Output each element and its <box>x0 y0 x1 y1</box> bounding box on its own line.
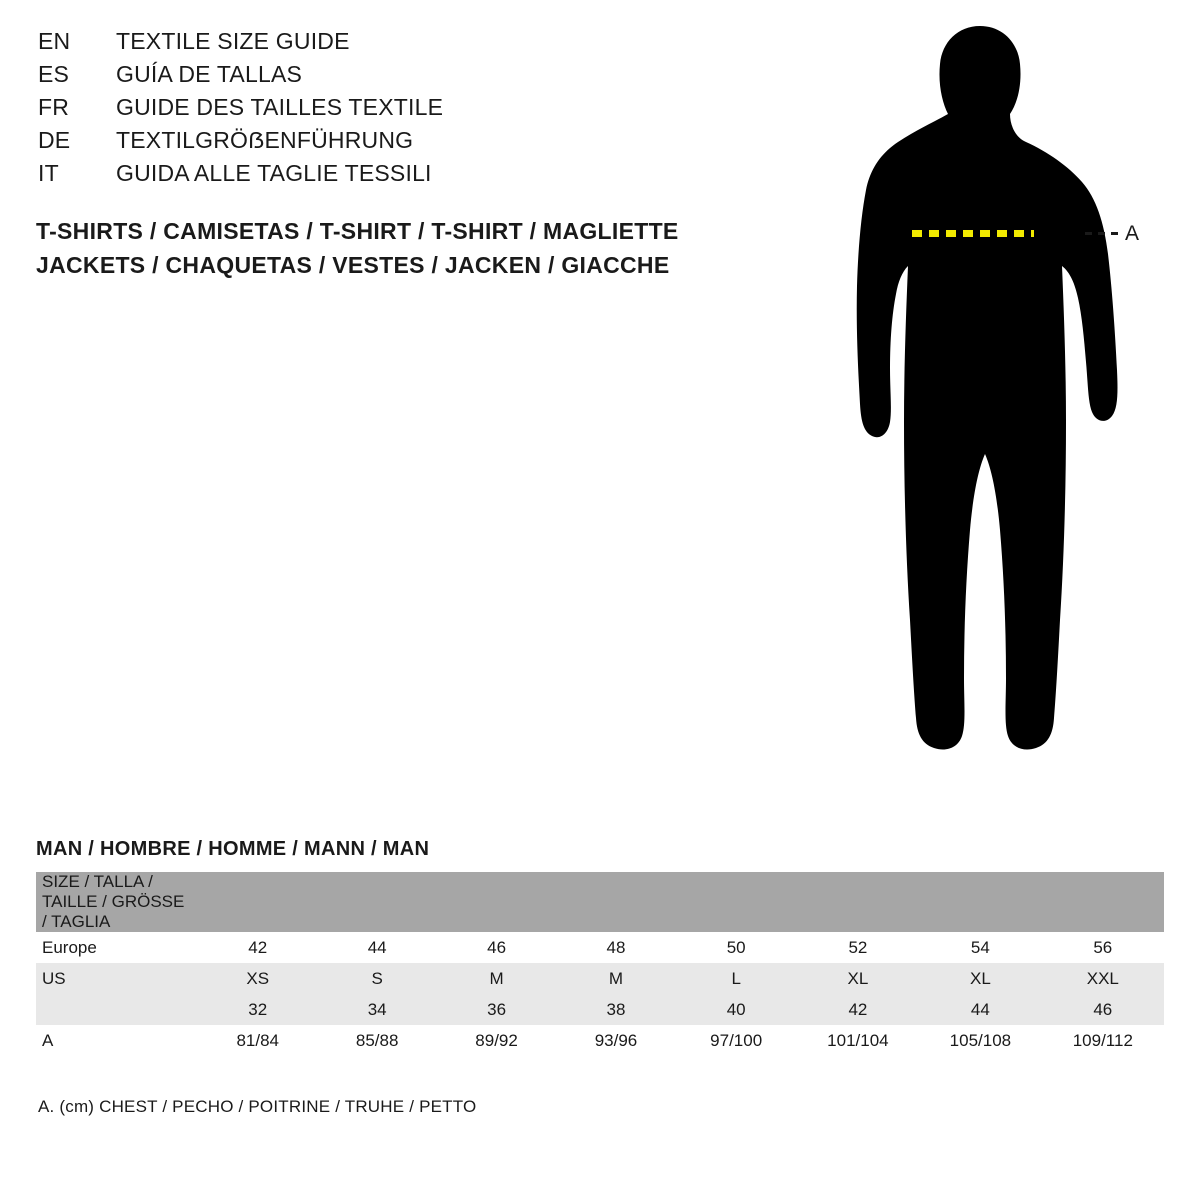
cell-value: 48 <box>606 937 626 957</box>
cell-value: XL <box>847 968 869 988</box>
language-row <box>38 28 738 61</box>
cell-value: 44 <box>970 999 990 1019</box>
male-silhouette-icon <box>857 26 1118 750</box>
language-row <box>38 61 738 94</box>
row-label-europe: Europe <box>42 937 97 957</box>
cell-value: 50 <box>726 937 746 957</box>
row-label-a: A <box>42 1030 54 1050</box>
size-table-section <box>36 838 1164 1056</box>
row-label-us: US <box>42 968 66 988</box>
cell-value: 101/104 <box>827 1030 889 1050</box>
cell-value: 52 <box>848 937 868 957</box>
cell-value: XS <box>246 968 270 988</box>
chest-measure-label: A <box>1125 222 1140 245</box>
cell-value: 89/92 <box>475 1030 518 1050</box>
table-row <box>36 963 1164 994</box>
cell-value: M <box>489 968 504 988</box>
language-title: GUIDA ALLE TAGLIE TESSILI <box>116 160 432 186</box>
language-code: DE <box>38 127 71 153</box>
language-code: EN <box>38 28 71 54</box>
cell-value: M <box>608 968 624 988</box>
body-silhouette-figure <box>830 18 1170 788</box>
garment-category-list <box>36 218 756 286</box>
size-table <box>36 872 1164 1056</box>
table-row <box>36 994 1164 1025</box>
language-code: ES <box>38 61 70 87</box>
cell-value: XXL <box>1086 968 1119 988</box>
language-title: GUÍA DE TALLAS <box>116 61 303 87</box>
cell-value: 42 <box>248 937 268 957</box>
cell-value: 81/84 <box>236 1030 279 1050</box>
cell-value: 105/108 <box>949 1030 1012 1050</box>
language-title: TEXTILE SIZE GUIDE <box>116 28 350 54</box>
language-row <box>38 160 738 193</box>
cell-value: 46 <box>487 937 507 957</box>
cell-value: 36 <box>487 999 507 1019</box>
cell-value: 46 <box>1093 999 1113 1019</box>
cell-value: 38 <box>606 999 626 1019</box>
chest-measure-leader-line <box>1085 232 1119 235</box>
cell-value: S <box>371 968 383 988</box>
language-row <box>38 127 738 160</box>
cell-value: 93/96 <box>594 1030 638 1050</box>
cell-value: 42 <box>848 999 868 1019</box>
language-code: FR <box>38 94 70 120</box>
language-title: GUIDE DES TAILLES TEXTILE <box>116 94 444 120</box>
cell-value: 97/100 <box>710 1030 763 1050</box>
category-tshirts: T-SHIRTS / CAMISETAS / T-SHIRT / T-SHIRT / MAGLIETTE <box>36 218 679 244</box>
language-title-list <box>38 28 738 193</box>
table-row <box>36 1025 1164 1056</box>
language-row <box>38 94 738 127</box>
cell-value: 85/88 <box>355 1030 399 1050</box>
cell-value: 109/112 <box>1072 1030 1133 1050</box>
cell-value: 54 <box>970 937 990 957</box>
table-header-row <box>36 872 1164 932</box>
cell-value: 44 <box>367 937 387 957</box>
category-jackets: JACKETS / CHAQUETAS / VESTES / JACKEN / GIACCHE <box>36 252 670 278</box>
table-header-label: SIZE / TALLA / TAILLE / GRÖSSE / TAGLIA <box>42 872 185 931</box>
cell-value: XL <box>969 968 991 988</box>
cell-value: L <box>731 968 741 988</box>
language-code: IT <box>38 160 59 186</box>
chest-measure-line <box>912 230 1034 237</box>
cell-value: 32 <box>248 999 268 1019</box>
measurement-footnote: A. (cm) CHEST / PECHO / POITRINE / TRUHE / PETTO <box>38 1097 477 1116</box>
table-group-title: MAN / HOMBRE / HOMME / MANN / MAN <box>36 838 430 860</box>
cell-value: 40 <box>726 999 746 1019</box>
cell-value: 56 <box>1093 937 1113 957</box>
table-row <box>36 932 1164 963</box>
cell-value: 34 <box>367 999 387 1019</box>
row-label-blank <box>36 994 198 1025</box>
language-title: TEXTILGRÖẞENFÜHRUNG <box>116 127 414 153</box>
